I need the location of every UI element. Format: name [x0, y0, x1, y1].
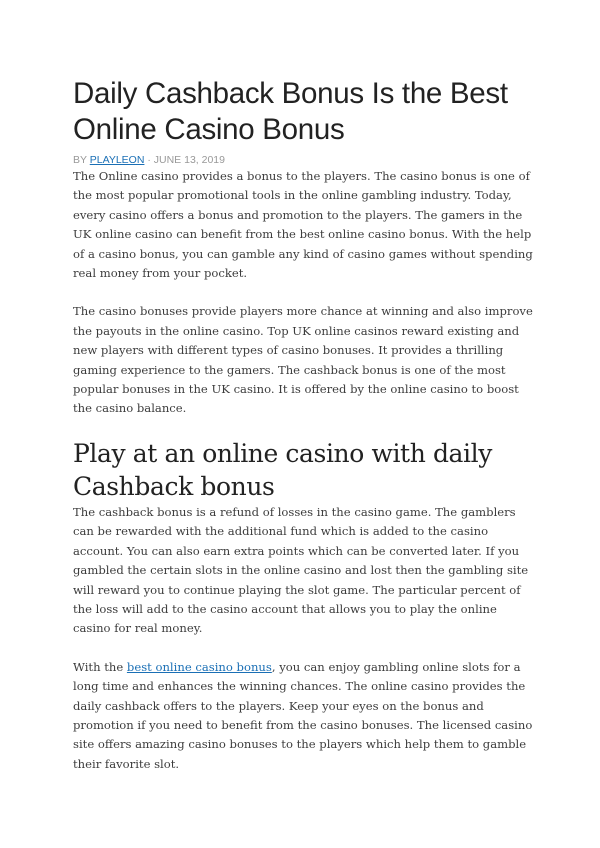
by-label: BY — [73, 154, 87, 166]
publish-date: JUNE 13, 2019 — [153, 154, 225, 166]
article — [73, 76, 533, 774]
paragraph-cashback: The cashback bonus is a refund of losses in the casino game. The gamblers can be rewarded with the additional fund which is added to the casino account. You can also earn extra points which can be converted later. If you gambled the certain slots in the online casino and lost then the gambling site will reward you to continue playing the slot game. The particular percent of the loss will add to the casino account that allows you to play the online casino for real money. — [73, 504, 529, 636]
article-meta — [73, 154, 533, 167]
paragraph-daily-offers — [73, 658, 533, 774]
section-heading: Play at an online casino with daily Cashback bonus — [73, 438, 492, 501]
article-title: Daily Cashback Bonus Is the Best Online Casino Bonus — [73, 77, 508, 146]
paragraph-text-after-link: , you can enjoy gambling online slots for a long time and enhances the winning chances. The online casino provides the daily cashback offers to the players. Keep your eyes on the bonus and promotion if you need to benefit from the casino bonuses. The licensed casino site offers amazing casino bonuses to the players which help them to gamble their favorite slot. — [73, 659, 533, 771]
paragraph-bonuses: The casino bonuses provide players more chance at winning and also improve the payouts in the online casino. Top UK online casinos reward existing and new players with different types of casino bonuses. It provides a thrilling gaming experience to the gamers. The cashback bonus is one of the most popular bonuses in the UK casino. It is offered by the online casino to boost the casino balance. — [73, 304, 533, 416]
paragraph-text-before-link: With the — [73, 659, 127, 674]
author-link[interactable]: PLAYLEON — [89, 154, 145, 166]
best-online-casino-bonus-link[interactable]: best online casino bonus — [126, 659, 272, 674]
paragraph-intro: The Online casino provides a bonus to the players. The casino bonus is one of the most popular promotional tools in the online gambling industry. Today, every casino offers a bonus and promotion to the players. The gamers in the UK online casino can benefit from the best online casino bonus. With the help of a casino bonus, you can gamble any kind of casino games without spending real money from your pocket. — [73, 169, 533, 281]
meta-separator: · — [147, 154, 151, 166]
